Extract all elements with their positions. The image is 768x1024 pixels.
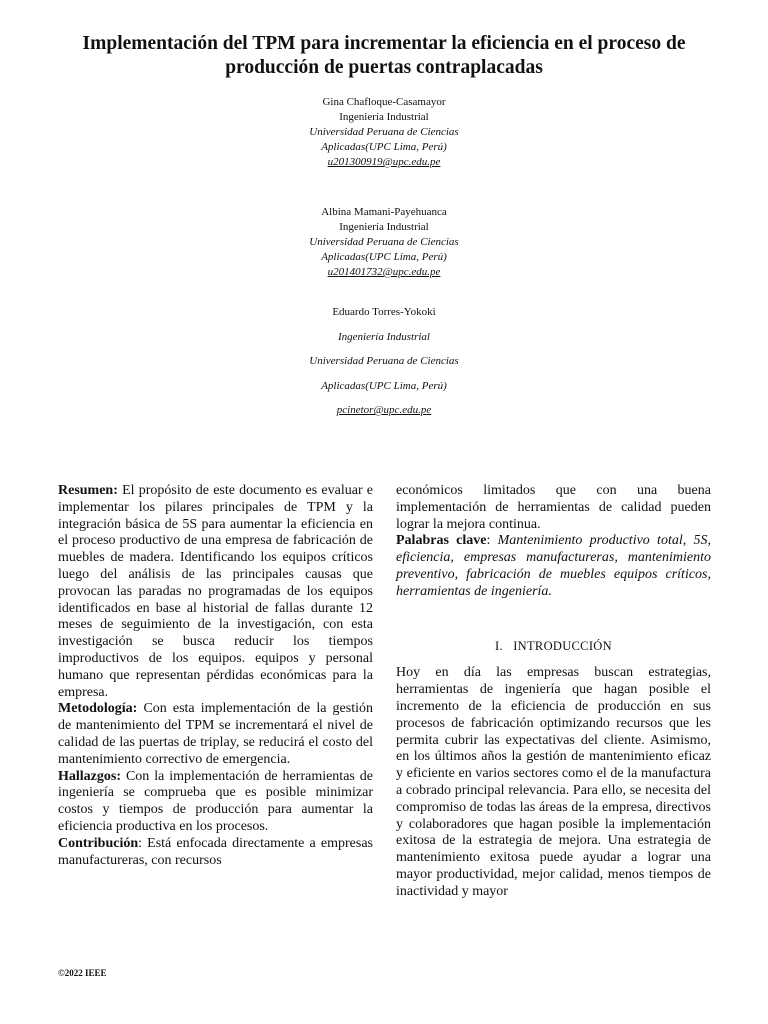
author-block-2 (184, 205, 584, 280)
contribucion-continued: económicos limitados que con una buena implementación de herramientas de calidad pueden lograr la mejora continua. (396, 483, 711, 532)
author-block-3 (184, 300, 584, 423)
author-dept: Ingeniería Industrial (339, 111, 429, 123)
abstract-contribucion (58, 836, 373, 870)
abstract-hallazgos (58, 769, 373, 836)
abstract-resumen (58, 483, 373, 701)
author-name: Albina Mamani-Payehuanca (321, 206, 447, 218)
resumen-label: Resumen: (58, 483, 118, 498)
author-name: Gina Chafloque-Casamayor (322, 96, 446, 108)
section-number: I. (495, 638, 503, 653)
resumen-text: El propósito de este documento es evaluar e implementar los pilares principales de TPM y la integración básica de 5S para aumentar la eficiencia en el proceso productivo de una empresa de fabricación de muebles de madera. Identificando los equipos críticos luego del análisis de las principales causas que provocan las paradas no programadas de los equipos identificados en base al historial de fallas durante 12 meses de seguimiento de la investigación, con esta investigación se busca reducir los tiempos improductivos de los equipos. equipos y personal humano que representan pérdidas económicas para la empresa. (58, 483, 374, 700)
section-heading (396, 638, 711, 655)
author-email[interactable]: u201401732@upc.edu.pe (327, 266, 441, 278)
section-title: INTRODUCCIÓN (513, 638, 612, 653)
metodologia-label: Metodología: (58, 701, 138, 717)
author-email[interactable]: pcinetor@upc.edu.pe (336, 404, 432, 416)
author-dept: Ingeniería Industrial (339, 221, 429, 233)
left-column (58, 483, 373, 869)
author-place: Aplicadas(UPC Lima, Perú) (321, 251, 447, 263)
keywords (396, 533, 711, 600)
keywords-separator: : (486, 533, 498, 549)
author-place: Aplicadas(UPC Lima, Perú) (321, 379, 447, 392)
hallazgos-label: Hallazgos: (58, 768, 121, 784)
author-name: Eduardo Torres-Yokoki (332, 306, 436, 318)
author-dept: Ingeniería Industrial (338, 330, 430, 343)
author-university: Universidad Peruana de Ciencias (309, 236, 459, 248)
author-email[interactable]: u201300919@upc.edu.pe (327, 156, 441, 168)
keywords-text: Mantenimiento productivo total, 5S, eficiencia, empresas manufactureras, mantenimiento preventivo, fabricación de muebles equipos críticos, herramientas de ingeniería. (396, 533, 711, 599)
contribucion-text: : Está enfocada directamente a empresas manufactureras, con recursos (58, 835, 373, 868)
intro-paragraph: Hoy en día las empresas buscan estrategias, herramientas de ingeniería que hagan posible el incremento de la eficiencia de producción en sus procesos de fabricación optimizando recursos que les permita cubrir las expectativas del cliente. Asimismo, en los últimos años la gestión de mantenimiento eficaz y eficiente en varios sectores como el de la manufactura a cobrado principal relevancia. Para ello, se necesita del compromiso de todas las áreas de la empresa, directivos y colaboradores que hagan posible la implementación exitosa de la estrategia de mejora. Una estrategia de mantenimiento exitosa puede ayudar a lograr una mayor productividad, mejor calidad, menos tiempos de inactividad y mayor (396, 665, 711, 899)
abstract-metodologia (58, 701, 373, 768)
author-university: Universidad Peruana de Ciencias (309, 126, 459, 138)
contribucion-label: Contribución (58, 835, 139, 851)
hallazgos-text: Con la implementación de herramientas de ingeniería se comprueba que es posible minimizar costos y tiempos de producción para aumentar la eficiencia productiva en los procesos. (58, 768, 374, 834)
metodologia-text: Con esta implementación de la gestión de mantenimiento del TPM se incrementará el nivel de calidad de las puertas de triplay, se reducirá el costo del mantenimiento correctivo de emergencia. (58, 701, 374, 767)
copyright-footer: ©2022 IEEE (58, 968, 107, 978)
keywords-label: Palabras clave (396, 533, 487, 549)
author-university: Universidad Peruana de Ciencias (309, 355, 459, 367)
paper-title: Implementación del TPM para incrementar la eficiencia en el proceso de producción de puertas contraplacadas (82, 33, 686, 78)
author-block-1 (184, 95, 584, 170)
author-place: Aplicadas(UPC Lima, Perú) (321, 141, 447, 153)
right-column (396, 483, 711, 901)
